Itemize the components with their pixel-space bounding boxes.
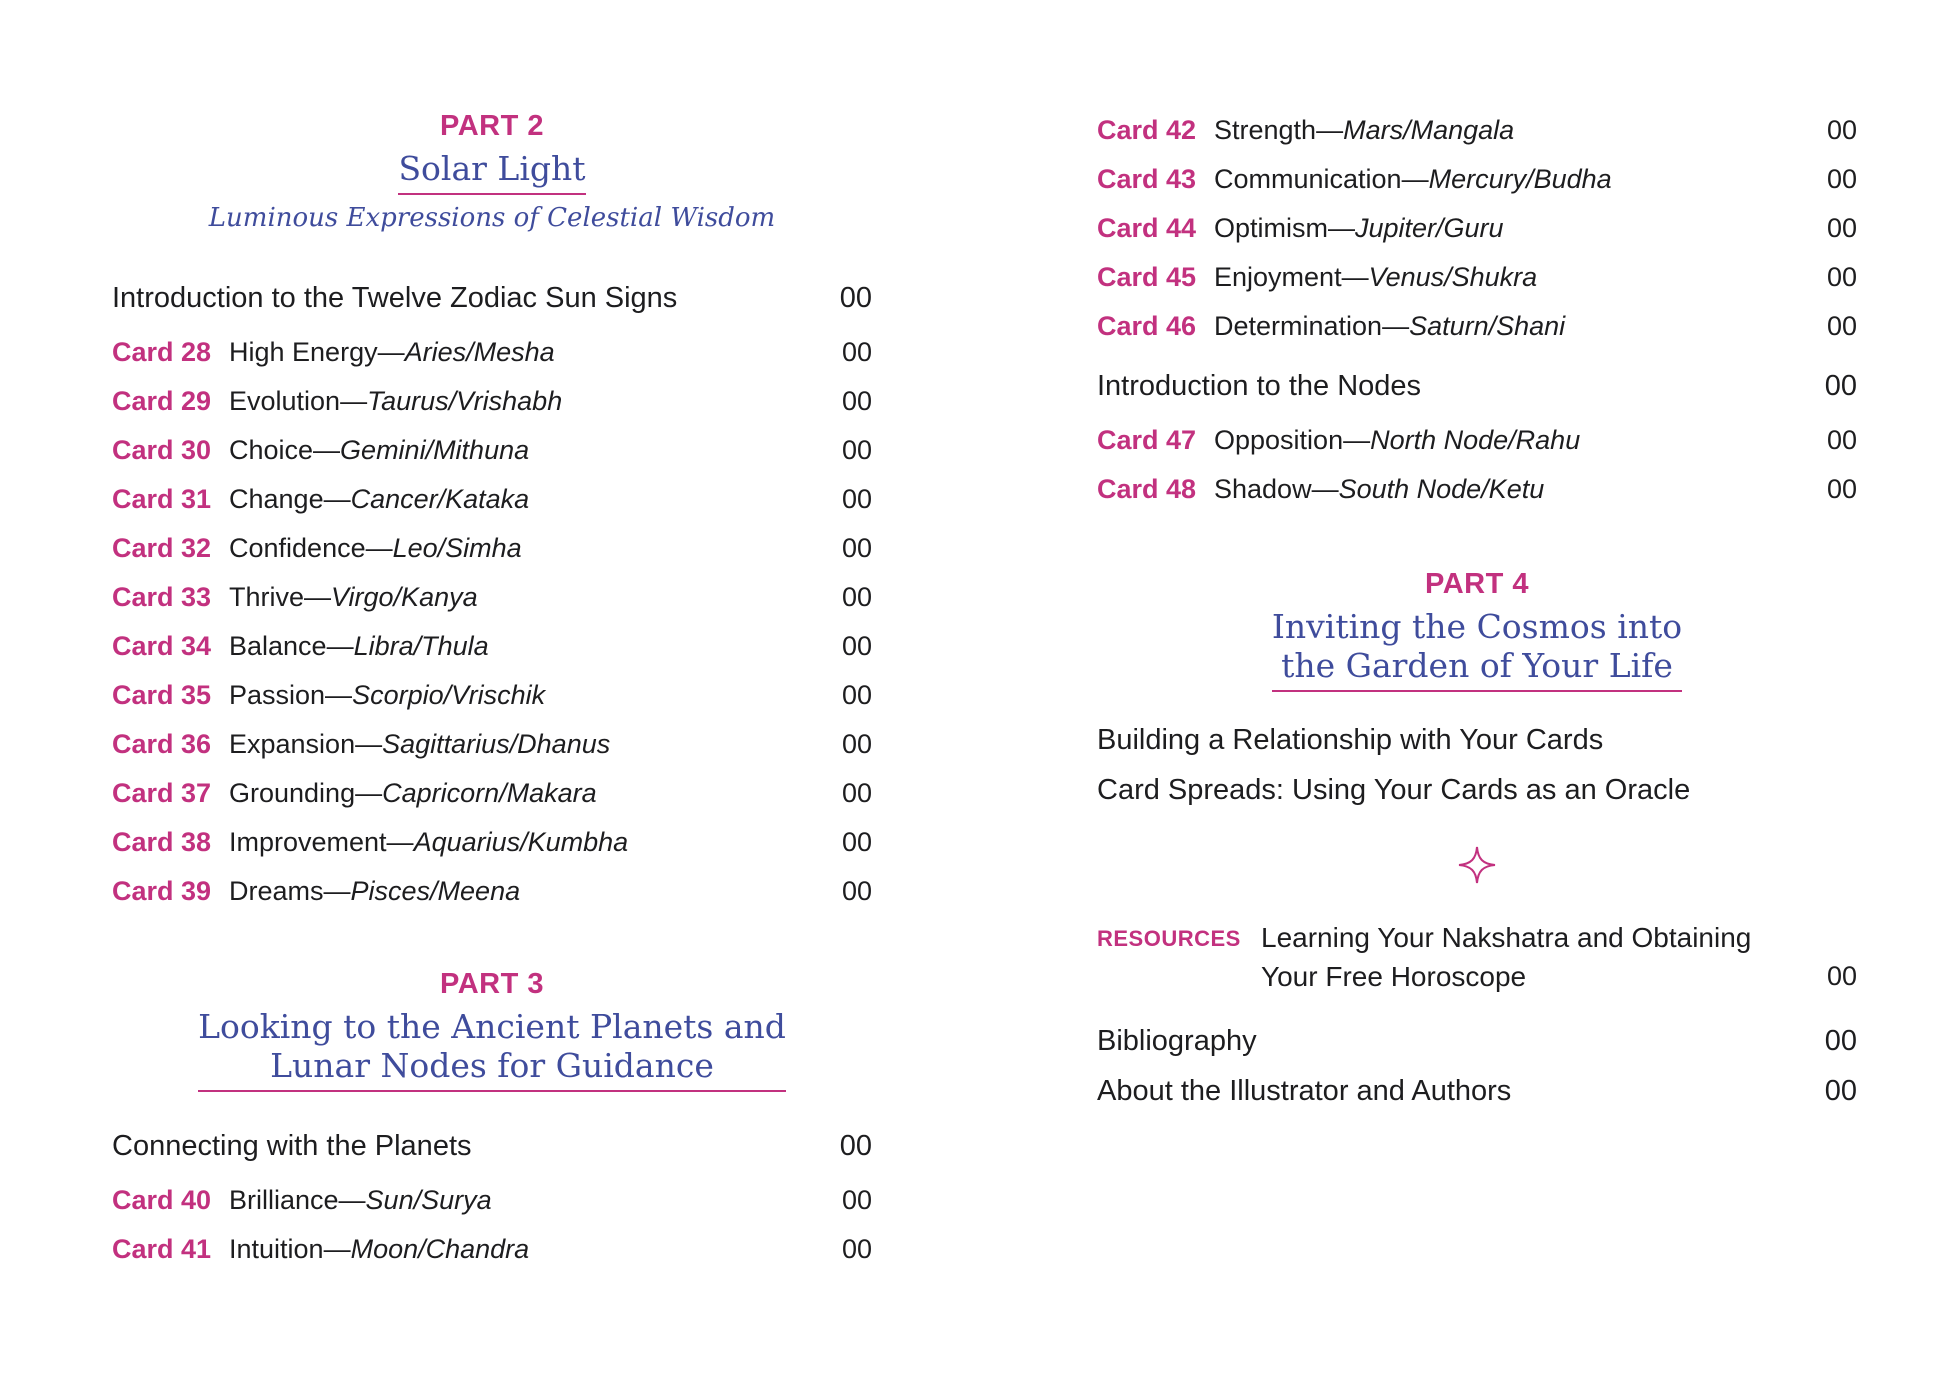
page-number: 00 [841,680,872,710]
four-point-star-icon [1457,845,1497,885]
card-theme: Brilliance— [229,1185,366,1215]
card-number: Card 35 [112,680,212,710]
page-number: 00 [841,582,872,612]
card-theme: Passion— [229,680,353,710]
card-number: Card 33 [112,582,212,612]
card-theme: Evolution— [229,386,368,416]
card-theme: Grounding— [229,778,383,808]
page-number: 00 [1824,370,1857,402]
card-title [229,724,610,764]
card-number: Card 30 [112,435,212,465]
card-number: Card 46 [1097,311,1197,341]
page-number: 00 [1826,164,1857,194]
page-number: 00 [1824,1075,1857,1107]
card-number: Card 37 [112,778,212,808]
entry-title: About the Illustrator and Authors [1097,1075,1512,1107]
card-theme: Choice— [229,435,341,465]
card-theme: Optimism— [1214,213,1355,243]
card-entry[interactable] [112,871,872,911]
card-title [1214,469,1544,509]
card-number: Card 38 [112,827,212,857]
card-title [1214,208,1504,248]
card-sign: Capricorn/Makara [382,778,597,808]
card-theme: Communication— [1214,164,1429,194]
card-entry[interactable] [112,1180,872,1220]
card-entry[interactable] [1097,306,1857,346]
card-sign: Venus/Shukra [1368,262,1538,292]
card-sign: Gemini/Mithuna [340,435,530,465]
card-entry[interactable] [1097,159,1857,199]
page-number: 00 [1824,1025,1857,1057]
card-number: Card 31 [112,484,212,514]
entry-title: Introduction to the Twelve Zodiac Sun Signs [112,282,678,314]
card-sign: Cancer/Kataka [350,484,530,514]
card-entry[interactable] [112,332,872,372]
card-title [229,479,529,519]
part-2-header [112,110,872,233]
entry-title: Bibliography [1097,1025,1257,1057]
page-number: 00 [1826,213,1857,243]
card-theme: Thrive— [229,582,332,612]
card-title [1214,110,1514,150]
card-title [229,871,520,911]
page-number: 00 [841,386,872,416]
card-sign: Mars/Mangala [1343,115,1515,145]
card-sign: Sagittarius/Dhanus [382,729,611,759]
card-entry[interactable] [112,528,872,568]
page-number: 00 [841,1185,872,1215]
card-entry[interactable] [1097,110,1857,150]
entry-title: Building a Relationship with Your Cards [1097,724,1604,756]
card-sign: South Node/Ketu [1338,474,1545,504]
page-number: 00 [841,435,872,465]
card-title [1214,306,1565,346]
card-theme: Intuition— [229,1234,351,1264]
entry-title: Card Spreads: Using Your Cards as an Oracle [1097,774,1691,806]
toc-entry[interactable] [1097,1021,1857,1061]
card-entry[interactable] [1097,469,1857,509]
card-theme: Improvement— [229,827,414,857]
card-theme: Determination— [1214,311,1410,341]
card-entry[interactable] [112,1229,872,1269]
card-number: Card 32 [112,533,212,563]
card-number: Card 43 [1097,164,1197,194]
page-number: 00 [841,631,872,661]
card-title [229,577,478,617]
toc-entry[interactable] [1097,1071,1857,1111]
card-number: Card 41 [112,1234,212,1264]
card-theme: Change— [229,484,351,514]
page-number: 00 [1826,474,1857,504]
part-4-label: PART 4 [1425,568,1529,600]
card-entry[interactable] [112,577,872,617]
card-title [229,1180,492,1220]
part-2-subtitle: Luminous Expressions of Celestial Wisdom [208,203,776,233]
card-entry[interactable] [112,724,872,764]
card-number: Card 40 [112,1185,212,1215]
card-entry[interactable] [112,675,872,715]
card-number: Card 44 [1097,213,1197,243]
page-number: 00 [841,876,872,906]
card-sign: North Node/Rahu [1370,425,1581,455]
card-entry[interactable] [112,430,872,470]
card-entry[interactable] [112,479,872,519]
card-title [229,528,522,568]
card-sign: Moon/Chandra [350,1234,530,1264]
page-number: 00 [1826,961,1857,991]
card-theme: Balance— [229,631,354,661]
entry-title: Connecting with the Planets [112,1130,472,1162]
card-number: Card 42 [1097,115,1197,145]
part-4-header [1097,568,1857,692]
entry-title: Introduction to the Nodes [1097,370,1422,402]
card-title [229,1229,529,1269]
card-number: Card 29 [112,386,212,416]
card-title [229,822,628,862]
card-title [229,626,489,666]
card-sign: Mercury/Budha [1428,164,1612,194]
card-title [1214,159,1612,199]
card-entry[interactable] [1097,420,1857,460]
card-sign: Virgo/Kanya [331,582,478,612]
part-4-title: Inviting the Cosmos into the Garden of Your Life [1272,607,1682,692]
toc-entry[interactable] [112,1126,872,1166]
card-sign: Aquarius/Kumbha [413,827,629,857]
card-title [229,430,529,470]
card-sign: Leo/Simha [392,533,522,563]
page-number: 00 [841,1234,872,1264]
page-number: 00 [841,533,872,563]
card-sign: Pisces/Meena [350,876,521,906]
resources-entry[interactable] [1097,918,1857,998]
card-number: Card 39 [112,876,212,906]
card-title [1214,257,1537,297]
toc-entry[interactable] [1097,770,1857,810]
toc-entry[interactable] [1097,366,1857,406]
card-sign: Sun/Surya [365,1185,492,1215]
card-number: Card 28 [112,337,212,367]
card-title [229,381,562,421]
part-2-label: PART 2 [440,110,544,142]
card-entry[interactable] [112,773,872,813]
card-number: Card 47 [1097,425,1197,455]
card-title [229,332,555,372]
page-number: 00 [841,337,872,367]
card-number: Card 48 [1097,474,1197,504]
card-sign: Taurus/Vrishabh [367,386,563,416]
card-number: Card 36 [112,729,212,759]
toc-entry[interactable] [112,278,872,318]
page-number: 00 [1826,311,1857,341]
card-title [229,773,597,813]
card-theme: Shadow— [1214,474,1339,504]
card-entry[interactable] [112,626,872,666]
card-theme: High Energy— [229,337,405,367]
card-theme: Strength— [1214,115,1344,145]
page-number: 00 [839,1130,872,1162]
page-number: 00 [841,729,872,759]
resources-title-line-2: Your Free Horoscope [1261,961,1527,992]
card-theme: Dreams— [229,876,351,906]
resources-title-line-1: Learning Your Nakshatra and Obtaining [1261,922,1752,953]
page-number: 00 [1826,115,1857,145]
card-theme: Opposition— [1214,425,1371,455]
card-theme: Expansion— [229,729,383,759]
card-number: Card 45 [1097,262,1197,292]
card-number: Card 34 [112,631,212,661]
card-entry[interactable] [1097,257,1857,297]
card-sign: Jupiter/Guru [1355,213,1504,243]
card-entry[interactable] [1097,208,1857,248]
card-sign: Aries/Mesha [404,337,555,367]
page-number: 00 [839,282,872,314]
card-entry[interactable] [112,822,872,862]
part-2-title: Solar Light [398,149,585,195]
card-sign: Scorpio/Vrischik [352,680,546,710]
card-title [229,675,545,715]
card-sign: Libra/Thula [353,631,489,661]
part-3-label: PART 3 [440,968,544,1000]
page-number: 00 [841,778,872,808]
page-number: 00 [1826,262,1857,292]
card-sign: Saturn/Shani [1409,311,1566,341]
page-number: 00 [841,484,872,514]
card-theme: Confidence— [229,533,393,563]
card-entry[interactable] [112,381,872,421]
page-number: 00 [1826,425,1857,455]
part-3-title: Looking to the Ancient Planets and Lunar Nodes for Guidance [198,1007,786,1092]
part-3-header [112,968,872,1092]
resources-label: RESOURCES [1097,926,1241,951]
toc-entry[interactable] [1097,720,1857,760]
card-title [1214,420,1580,460]
page-number: 00 [841,827,872,857]
card-theme: Enjoyment— [1214,262,1369,292]
